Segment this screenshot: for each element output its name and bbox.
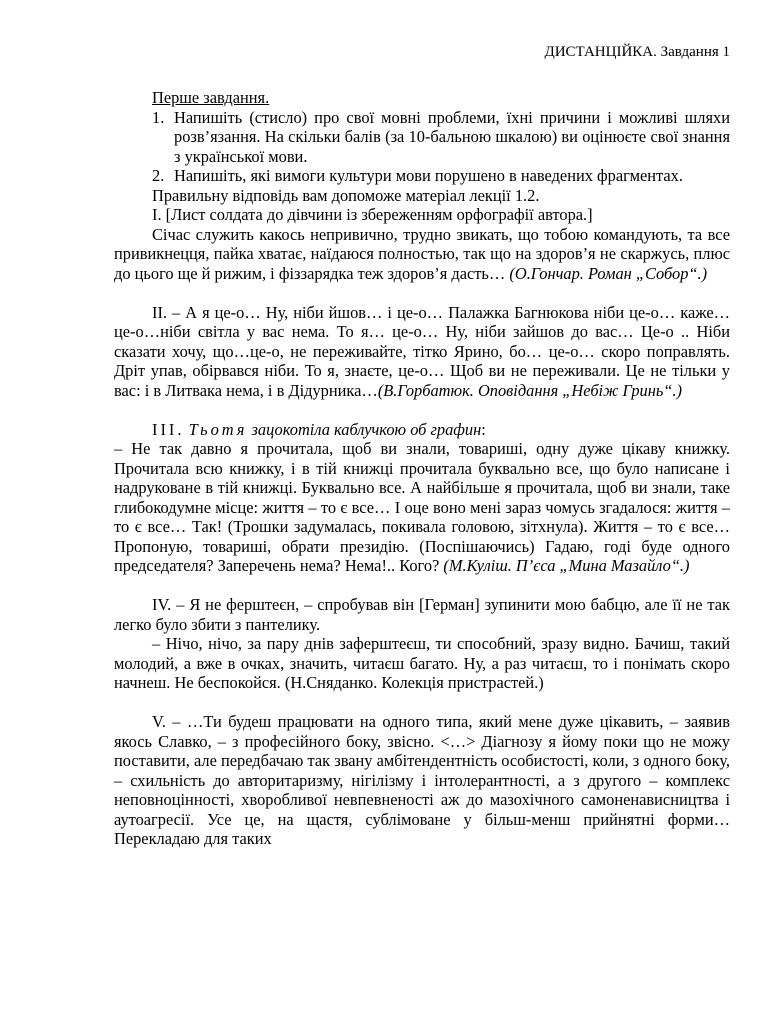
fragment-1: Січас служить какось непривично, трудно звикать, що тобою командують, та все привикнецця, пайка хватає, наїдаюся полностью, так що на здоров’я не скаржусь, плюс до цього ще й рижим, і фіззарядка теж здоров’я дасть… (О.Гончар. Роман „Собор“.): [114, 224, 730, 283]
fragment-3-heading: III. Тьотя зацокотіла каблучкою об графин:: [152, 419, 486, 439]
hint-text: Правильну відповідь вам допоможе матеріал лекції 1.2.: [152, 185, 540, 205]
fragment-1-heading: I. [Лист солдата до дівчини із збереженням орфографії автора.]: [152, 205, 593, 224]
task-item: 2. Напишіть, які вимоги культури мови порушено в наведених фрагментах.: [152, 166, 683, 185]
fragment-4-line-1: IV. – Я не ферштеєн, – спробував він [Герман] зупинити мою бабцю, але її не так легко було збити з пантелику.: [114, 595, 730, 634]
task-item: 1. Напишіть (стисло) про свої мовні проблеми, їхні причини і можливі шляхи розв’язання. На скільки балів (за 10-бальною шкалою) ви оцінюєте свої знання з української мови.: [152, 107, 730, 166]
fragment-3-source: (М.Куліш. П’єса „Мина Мазайло“.): [443, 556, 690, 575]
fragment-2-source: (В.Горбатюк. Оповідання „Небіж Гринь“.): [377, 380, 682, 400]
page-header: ДИСТАНЦІЙКА. Завдання 1: [544, 44, 730, 60]
task-title: Перше завдання.: [152, 88, 270, 107]
fragment-1-source: (О.Гончар. Роман „Собор“.): [509, 263, 708, 283]
fragment-5: V. – …Ти будеш працювати на одного типа, який мене дуже цікавить, – заявив якось Славко, – з професійного боку, звісно. <…> Діагнозу я йому поки що не можу поставити, але передбачаю так звану амбітендентність особистості, коли, з одного боку, – схильність до авторитаризму, нігілізму і інтолерантності, а з другого – комплекс неповноцінності, хворобливої невпевненості аж до мазохічного самоненависництва і аутоагресії. Усе це, на щастя, сублімоване у більш-менш прийнятні форми… Перекладаю для таких: [114, 712, 730, 848]
task-list: [114, 108, 730, 186]
document-body: [114, 88, 730, 849]
fragment-4-line-2: – Нічо, нічо, за пару днів заферштеєш, ти способний, зразу видно. Бачиш, такий молодий, а вже в очках, значить, читаєш багато. Ну, а раз читаєш, то і понімать скоро начнеш. Не беспокойся. (Н.Сняданко. Колекція пристрастей.): [114, 634, 730, 692]
fragment-3: – Не так давно я прочитала, щоб ви знали, товариші, одну дуже цікаву книжку. Прочитала всю книжку, і в тій книжці прочитала буквально все, що було написане і надруковане в тій книжці. Буквально все. А найбільше я прочитала, щоб ви знали, таке глибокодумне місце: життя – то є все… І оце воно мені зараз чомусь згадалося: життя – то є все… Так! (Трошки задумалась, покивала головою, зітхнула). Життя – то є все… Пропоную, товариші, обрати президію. (Поспішаючись) Гадаю, годі буде одного председателя? Заперечень нема? Нема!.. Кого? (М.Куліш. П’єса „Мина Мазайло“.): [114, 439, 730, 575]
fragment-2: II. – А я це-о… Ну, ніби йшов… і це-о… Палажка Багнюкова ніби це-о… каже… це-о…ніби світла у вас нема. То я… це-о… Ну, ніби зайшов до вас… Це-о .. Ніби сказати хочу, що…це-о, не переживайте, тітко Ярино, бо… це-о… скоро поправлять. Дріт упав, обірвався ніби. То я, знаєте, це-о… Щоб ви не переживали. Це не тільки у вас: і в Литвака нема, і в Дідурника…(В.Горбатюк. Оповідання „Небіж Гринь“.): [114, 302, 730, 400]
